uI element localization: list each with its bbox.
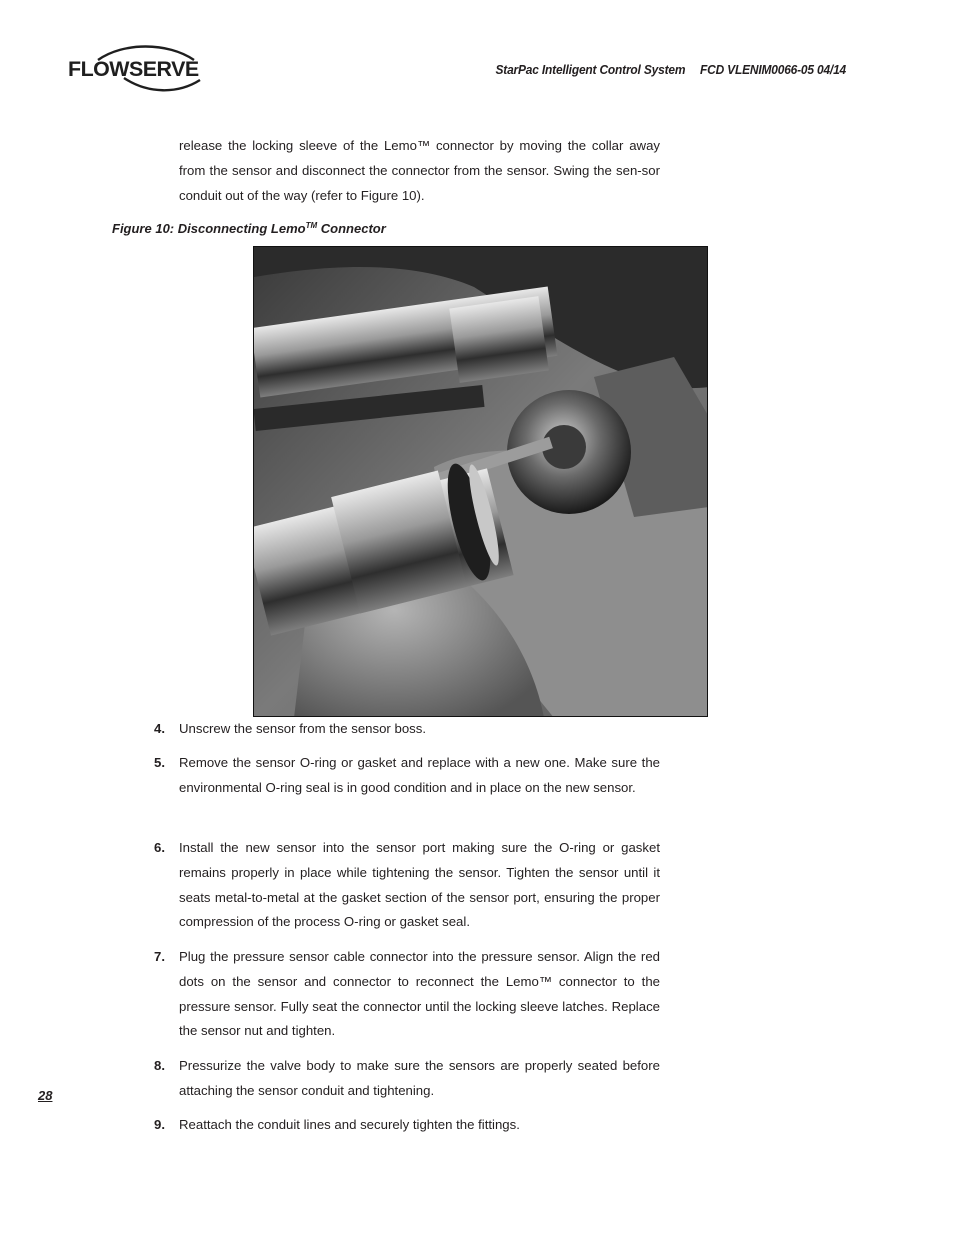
figure-caption [112, 221, 386, 236]
step-number: 8. [154, 1058, 165, 1073]
figure-caption-tm: TM [305, 221, 318, 230]
connector-photo [253, 246, 708, 717]
step-4 [154, 717, 660, 742]
document-code: FCD VLENIM0066-05 04/14 [699, 62, 846, 77]
figure-caption-suffix: Connector [317, 221, 386, 236]
step-text: Install the new sensor into the sensor port making sure the O-ring or gasket remains properly in place while tightening the sensor. Tighten the sensor until it seats metal-to-metal at the gasket section of the sensor port, ensuring the proper compression of the process O-ring or gasket seal. [179, 840, 660, 930]
step-number: 5. [154, 755, 165, 770]
flowserve-logo [68, 44, 208, 96]
step-text: Remove the sensor O-ring or gasket and replace with a new one. Make sure the environmental O-ring seal is in good condition and in place on the new sensor. [179, 755, 660, 795]
document-title: StarPac Intelligent Control System [495, 62, 686, 77]
step-number: 7. [154, 949, 165, 964]
step-text: Pressurize the valve body to make sure the sensors are properly seated before attaching the sensor conduit and tightening. [179, 1058, 660, 1098]
step-text: Unscrew the sensor from the sensor boss. [179, 721, 427, 736]
step-6 [154, 836, 660, 935]
step-5 [154, 751, 660, 801]
step-7 [154, 945, 660, 1044]
step-number: 9. [154, 1117, 165, 1132]
step-number: 6. [154, 840, 165, 855]
step-text: Reattach the conduit lines and securely tighten the fittings. [179, 1117, 520, 1132]
step-8 [154, 1054, 660, 1104]
step-9 [154, 1113, 660, 1138]
step-text: Plug the pressure sensor cable connector into the pressure sensor. Align the red dots on the sensor and connector to reconnect the Lemo™ connector to the pressure sensor. Fully seat the connector until the locking sleeve latches. Replace the sensor nut and tighten. [179, 949, 660, 1039]
step-number: 4. [154, 721, 165, 736]
logo-wordmark: FLOWSERVE [68, 58, 199, 81]
page-number: 28 [38, 1088, 53, 1103]
intro-paragraph: release the locking sleeve of the Lemo™ connector by moving the collar away from the sensor and disconnect the connector from the sensor. Swing the sen-sor conduit out of the way (refer to Figure 10). [179, 138, 660, 203]
running-header [495, 62, 846, 77]
figure-caption-prefix: Figure 10: Disconnecting Lemo [112, 221, 306, 236]
connector-photo-illustration [254, 247, 708, 717]
